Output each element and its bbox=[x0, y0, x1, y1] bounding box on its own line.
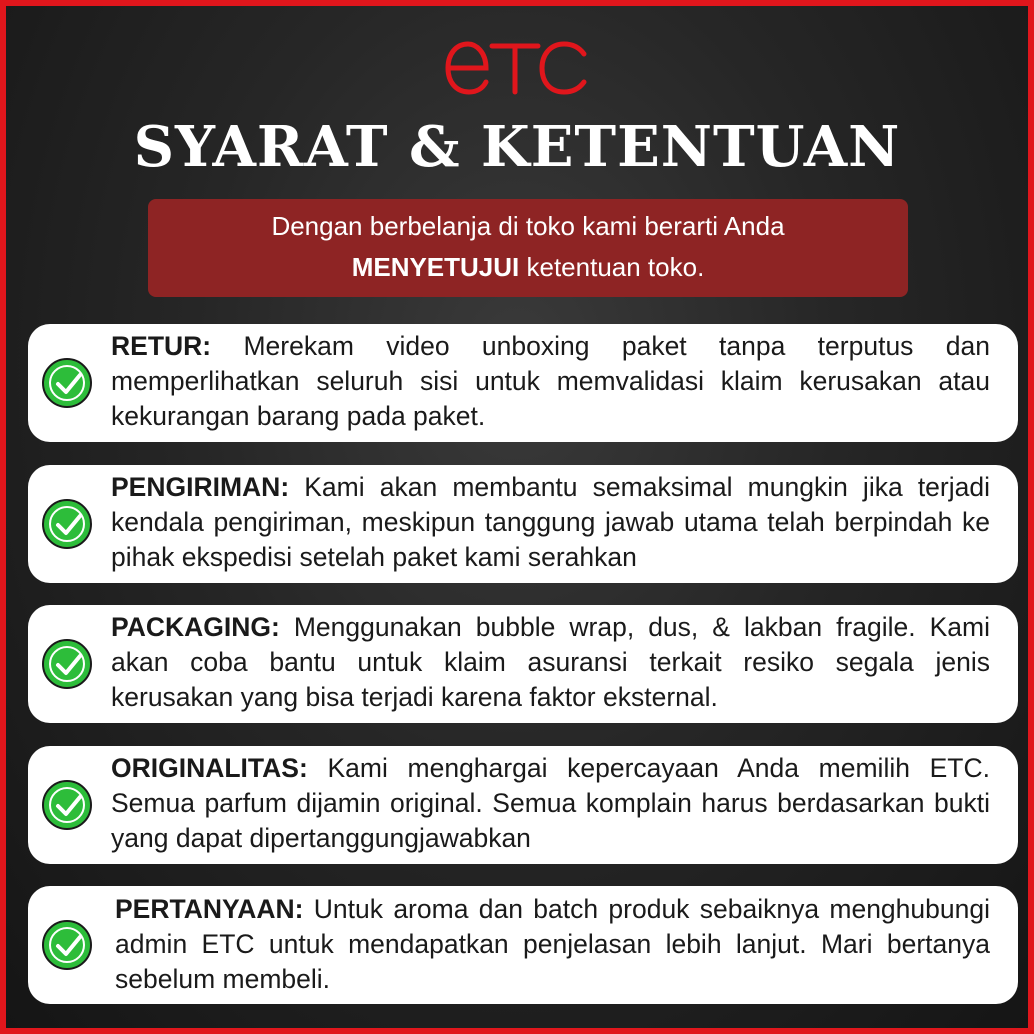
term-body: Merekam video unboxing paket tanpa terputus dan memperlihatkan seluruh sisi untuk memvalidasi klaim kerusakan atau kekurangan barang pada paket. bbox=[111, 331, 990, 431]
term-heading: PERTANYAAN: bbox=[115, 894, 304, 924]
banner-line-1: Dengan berbelanja di toko kami berarti Anda bbox=[271, 211, 785, 241]
check-circle-icon bbox=[42, 358, 92, 408]
term-body: Kami menghargai kepercayaan Anda memilih ETC. Semua parfum dijamin original. Semua komplain harus berdasarkan bukti yang dapat dipertanggungjawabkan bbox=[111, 753, 990, 853]
term-card-pertanyaan bbox=[28, 886, 1018, 1004]
agreement-banner bbox=[148, 199, 908, 297]
check-circle-icon bbox=[42, 920, 92, 970]
term-text bbox=[111, 470, 990, 575]
term-heading: PACKAGING: bbox=[111, 612, 280, 642]
check-circle-icon bbox=[42, 780, 92, 830]
term-card-pengiriman bbox=[28, 465, 1018, 583]
check-circle-icon bbox=[42, 639, 92, 689]
banner-emphasis: MENYETUJUI bbox=[351, 252, 520, 282]
term-heading: ORIGINALITAS: bbox=[111, 753, 308, 783]
banner-line-2 bbox=[148, 247, 908, 288]
term-body: Kami akan membantu semaksimal mungkin jika terjadi kendala pengiriman, meskipun tanggung jawab utama telah berpindah ke pihak ekspedisi setelah paket kami serahkan bbox=[111, 472, 990, 572]
term-heading: RETUR: bbox=[111, 331, 212, 361]
brand-logo bbox=[6, 34, 1028, 105]
term-text bbox=[111, 610, 990, 715]
check-circle-icon bbox=[42, 499, 92, 549]
term-heading: PENGIRIMAN: bbox=[111, 472, 290, 502]
page-title: SYARAT & KETENTUAN bbox=[133, 114, 901, 180]
term-text bbox=[111, 751, 990, 856]
term-card-originalitas bbox=[28, 746, 1018, 864]
term-card-packaging bbox=[28, 605, 1018, 723]
term-body: Untuk aroma dan batch produk sebaiknya menghubungi admin ETC untuk mendapatkan penjelasan lebih lanjut. Mari bertanya sebelum membeli. bbox=[115, 894, 990, 994]
term-body: Menggunakan bubble wrap, dus, & lakban fragile. Kami akan coba bantu untuk klaim asuransi terkait resiko segala jenis kerusakan yang bisa terjadi karena faktor eksternal. bbox=[111, 612, 990, 712]
term-card-retur bbox=[28, 324, 1018, 442]
etc-logo-icon bbox=[442, 34, 592, 100]
banner-line-2-rest: ketentuan toko. bbox=[519, 252, 705, 282]
term-text bbox=[111, 329, 990, 434]
term-text bbox=[115, 892, 990, 997]
